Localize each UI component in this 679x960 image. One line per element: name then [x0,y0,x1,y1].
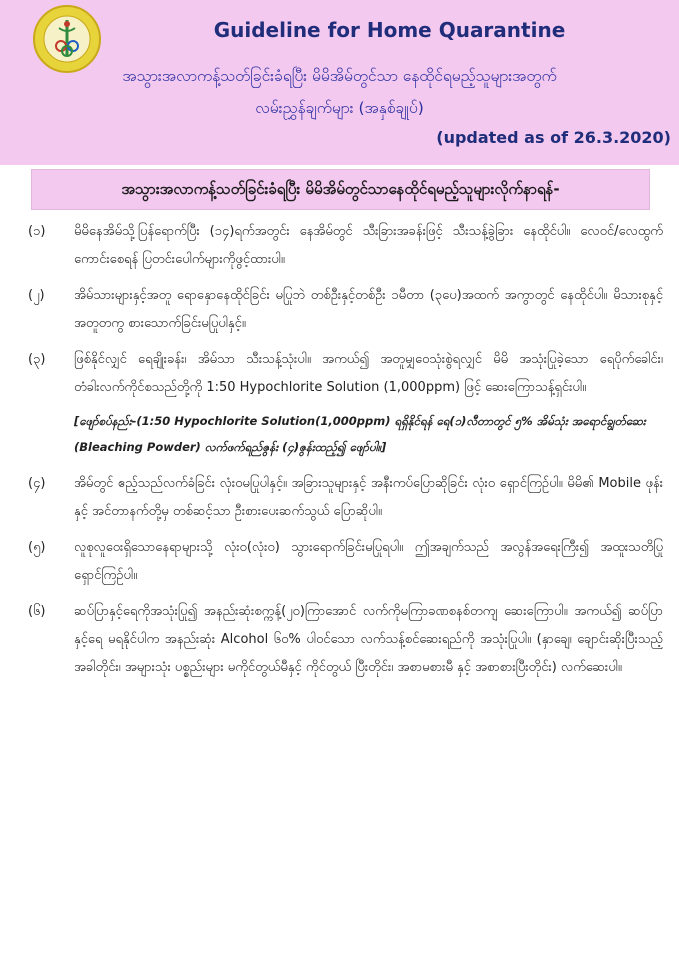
guideline-item-1 [28,218,663,274]
guideline-item-4 [28,470,663,526]
page-subtitle [20,60,659,124]
mixing-instruction-note: [ဖျော်စပ်နည်း-(1:50 Hypochlorite Solution(1,000ppm) ရရှိနိုင်ရန် ရေ(၁)လီတာတွင် ၅% အိမ်သုံး အရောင်ချွတ်ဆေး (Bleaching Powder) လက်ဖက်ရည်ဇွန်း (၄)ဇွန်းထည့်၍ ဖျော်ပါ။] [74,414,646,454]
item-text: မိမိနေအိမ်သို့ပြန်ရောက်ပြီး (၁၄)ရက်အတွင်း နေအိမ်တွင် သီးခြားအခန်းဖြင့် သီးသန့်ခွဲခြား နေထိုင်ပါ။ လေဝင်/လေထွက်ကောင်းစေရန် ပြတင်းပေါက်များကိုဖွင့်ထားပါ။ [74,224,663,267]
section-heading-bar [31,169,650,210]
item-number: (၂) [28,288,45,303]
subtitle-line-2: လမ်းညွှန်ချက်များ (အနှစ်ချုပ်) [255,99,424,117]
subtitle-line-1: အသွားအလာကန့်သတ်ခြင်းခံရပြီး မိမိအိမ်တွင်သာ နေထိုင်ရမည့်သူများအတွက် [122,67,557,85]
item-text: ဆပ်ပြာနှင့်ရေကိုအသုံးပြု၍ အနည်းဆုံးစက္ကန့်(၂၀)ကြာအောင် လက်ကိုမကြာခဏစနစ်တကျ ဆေးကြောပါ။ အကယ်၍ ဆပ်ပြာနှင့်ရေ မရနိုင်ပါက အနည်းဆုံး Alcohol ၆၀% ပါဝင်သော လက်သန့်စင်ဆေးရည်ကို အသုံးပြုပါ။ (နှာချေ၊ ချောင်းဆိုးပြီးသည့်အခါတိုင်း၊ အများသုံး ပစ္စည်းများ မကိုင်တွယ်မီနှင့် ကိုင်တွယ် ပြီးတိုင်း၊ အစာမစားမီ နှင့် အစာစားပြီးတိုင်း) လက်ဆေးပါ။ [74,604,663,675]
item-text: လူစုလူဝေးရှိသောနေရာများသို့ လုံးဝ(လုံးဝ) သွားရောက်ခြင်းမပြုရပါ။ ဤအချက်သည် အလွန်အရေးကြီး၍ အထူးသတိပြုရှောင်ကြဉ်ပါ။ [74,540,663,583]
updated-date: (updated as of 26.3.2020) [436,128,671,147]
item-number: (၁) [28,224,46,239]
item-number: (၄) [28,476,46,491]
guideline-list [28,218,663,690]
section-title: အသွားအလာကန့်သတ်ခြင်းခံရပြီး မိမိအိမ်တွင်သာနေထိုင်ရမည့်သူများလိုက်နာရန်- [121,180,560,198]
guideline-item-6 [28,598,663,682]
page-title: Guideline for Home Quarantine [213,18,566,42]
item-text: အိမ်တွင် ဧည့်သည်လက်ခံခြင်း လုံးဝမပြုပါနှင့်။ အခြားသူများနှင့် အနီးကပ်ပြောဆိုခြင်း လုံးဝ ရှောင်ကြဉ်ပါ။ မိမိ၏ Mobile ဖုန်းနှင့် အင်တာနက်တို့မှ တစ်ဆင့်သာ ဦးစားပေးဆက်သွယ် ပြောဆိုပါ။ [74,476,663,519]
guideline-item-5 [28,534,663,590]
guideline-item-2 [28,282,663,338]
guideline-item-3 [28,346,663,402]
item-number: (၅) [28,540,46,555]
item-number: (၆) [28,604,46,619]
item-number: (၃) [28,352,46,367]
header-banner [0,0,679,165]
item-text: အိမ်သားများနှင့်အတူ ရောနှောနေထိုင်ခြင်း မပြုဘဲ တစ်ဦးနှင့်တစ်ဦး ၁မီတာ (၃ပေ)အထက် အကွာတွင် နေထိုင်ပါ။ မိသားစုနှင့်အတူတကွ စားသောက်ခြင်းမပြုပါနှင့်။ [74,288,663,331]
item-text: ဖြစ်နိုင်လျှင် ရေချိုးခန်း၊ အိမ်သာ သီးသန့်သုံးပါ။ အကယ်၍ အတူမျှဝေသုံးစွဲရလျှင် မိမိ အသုံးပြုခဲ့သော ရေပိုက်ခေါင်း၊ တံခါးလက်ကိုင်စသည်တို့ကို 1:50 Hypochlorite Solution (1,000ppm) ဖြင့် ဆေးကြောသန့်ရှင်းပါ။ [74,352,663,395]
